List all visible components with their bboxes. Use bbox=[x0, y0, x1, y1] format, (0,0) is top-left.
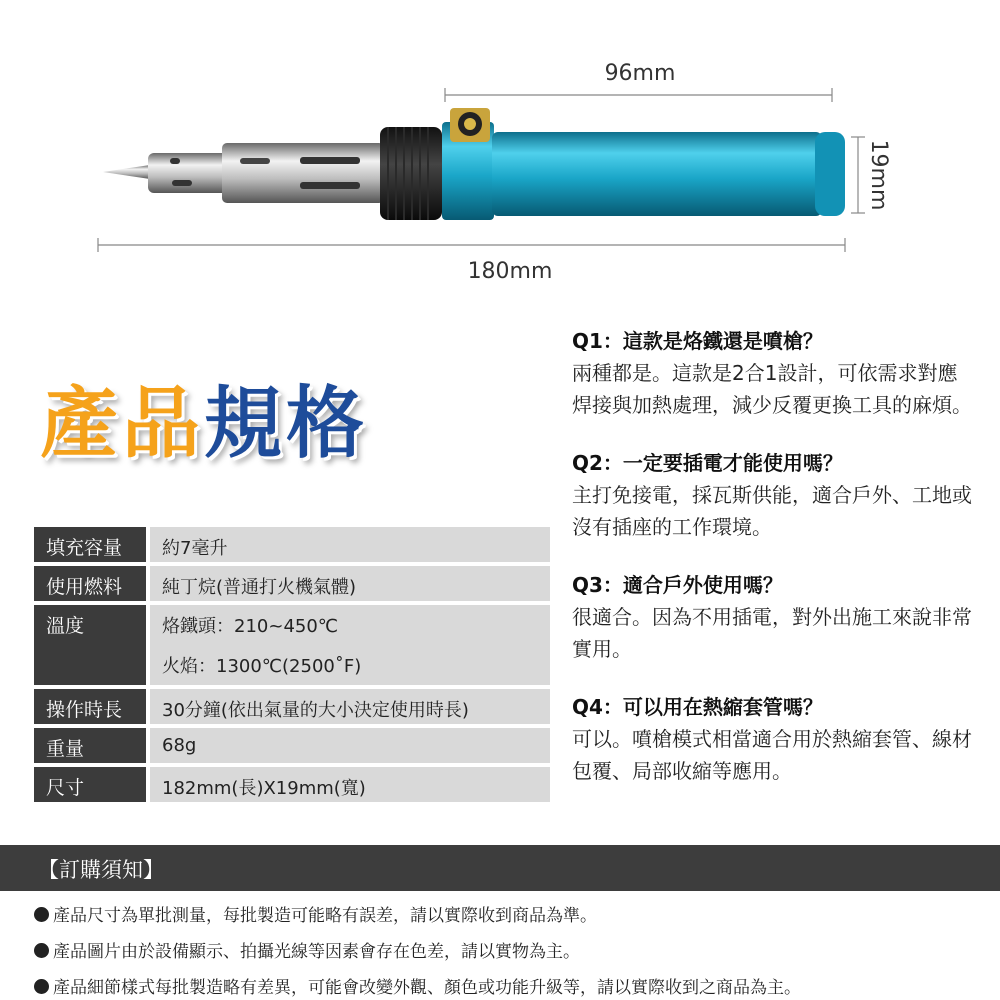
spec-row-duration bbox=[34, 689, 550, 724]
spec-label: 使用燃料 bbox=[34, 566, 146, 601]
spec-row-size bbox=[34, 767, 550, 802]
faq-item bbox=[572, 325, 972, 421]
page-title bbox=[40, 379, 369, 469]
spec-row-fuel bbox=[34, 566, 550, 601]
bullet-icon bbox=[34, 907, 49, 922]
dimension-label-19mm: 19mm bbox=[866, 139, 891, 211]
spec-label: 重量 bbox=[34, 728, 146, 763]
dimension-19mm bbox=[851, 137, 891, 213]
spec-row-capacity bbox=[34, 527, 550, 562]
faq-answer: 兩種都是。這款是2合1設計，可依需求對應焊接與加熱處理，減少反覆更換工具的麻煩。 bbox=[572, 361, 972, 417]
spec-row-weight bbox=[34, 728, 550, 763]
title-part-2: 規格 bbox=[204, 379, 369, 469]
notes-list bbox=[34, 898, 994, 1000]
spec-value: 182mm(長)X19mm(寬) bbox=[150, 767, 550, 802]
dimension-label-96mm: 96mm bbox=[604, 61, 676, 86]
faq-answer: 可以。噴槍模式相當適合用於熱縮套管、線材包覆、局部收縮等應用。 bbox=[572, 727, 972, 783]
note-item bbox=[34, 898, 994, 934]
faq-item bbox=[572, 447, 972, 543]
faq-answer: 主打免接電，採瓦斯供能，適合戶外、工地或沒有插座的工作環境。 bbox=[572, 483, 972, 539]
spec-value: 約7毫升 bbox=[150, 527, 550, 562]
note-item bbox=[34, 934, 994, 970]
dimension-180mm bbox=[98, 238, 845, 284]
spec-label: 操作時長 bbox=[34, 689, 146, 724]
spec-label: 溫度 bbox=[34, 605, 146, 685]
faq-section bbox=[572, 325, 972, 813]
spec-table bbox=[34, 527, 550, 806]
faq-answer: 很適合。因為不用插電，對外出施工來說非常實用。 bbox=[572, 605, 972, 661]
faq-item bbox=[572, 691, 972, 787]
dimension-label-180mm: 180mm bbox=[467, 259, 553, 284]
note-text: 產品尺寸為單批測量，每批製造可能略有誤差，請以實際收到商品為準。 bbox=[53, 906, 597, 926]
title-part-1: 產品 bbox=[40, 379, 205, 469]
spec-value-line: 火焰：1300℃(2500˚F) bbox=[162, 656, 362, 677]
spec-value: 68g bbox=[150, 728, 550, 763]
spec-value: 30分鐘(依出氣量的大小決定使用時長) bbox=[150, 689, 550, 724]
spec-label: 尺寸 bbox=[34, 767, 146, 802]
spec-value bbox=[150, 605, 550, 685]
dimension-96mm bbox=[445, 61, 832, 102]
note-text: 產品圖片由於設備顯示、拍攝光線等因素會存在色差，請以實物為主。 bbox=[53, 942, 580, 962]
faq-question: Q1：這款是烙鐵還是噴槍？ bbox=[572, 329, 823, 353]
product-image bbox=[0, 0, 1000, 300]
faq-question: Q3：適合戶外使用嗎？ bbox=[572, 573, 783, 597]
spec-label: 填充容量 bbox=[34, 527, 146, 562]
note-text: 產品細節樣式每批製造略有差異，可能會改變外觀、顏色或功能升級等，請以實際收到之商品為主。 bbox=[53, 978, 801, 998]
notes-heading: 【訂購須知】 bbox=[0, 845, 1000, 891]
bullet-icon bbox=[34, 943, 49, 958]
note-item bbox=[34, 970, 994, 1000]
faq-question: Q4：可以用在熱縮套管嗎？ bbox=[572, 695, 823, 719]
bullet-icon bbox=[34, 979, 49, 994]
soldering-tool-icon bbox=[103, 108, 845, 220]
spec-value-line: 烙鐵頭：210~450℃ bbox=[162, 616, 339, 637]
faq-item bbox=[572, 569, 972, 665]
faq-question: Q2：一定要插電才能使用嗎？ bbox=[572, 451, 843, 475]
spec-row-temperature bbox=[34, 605, 550, 685]
spec-value: 純丁烷(普通打火機氣體) bbox=[150, 566, 550, 601]
